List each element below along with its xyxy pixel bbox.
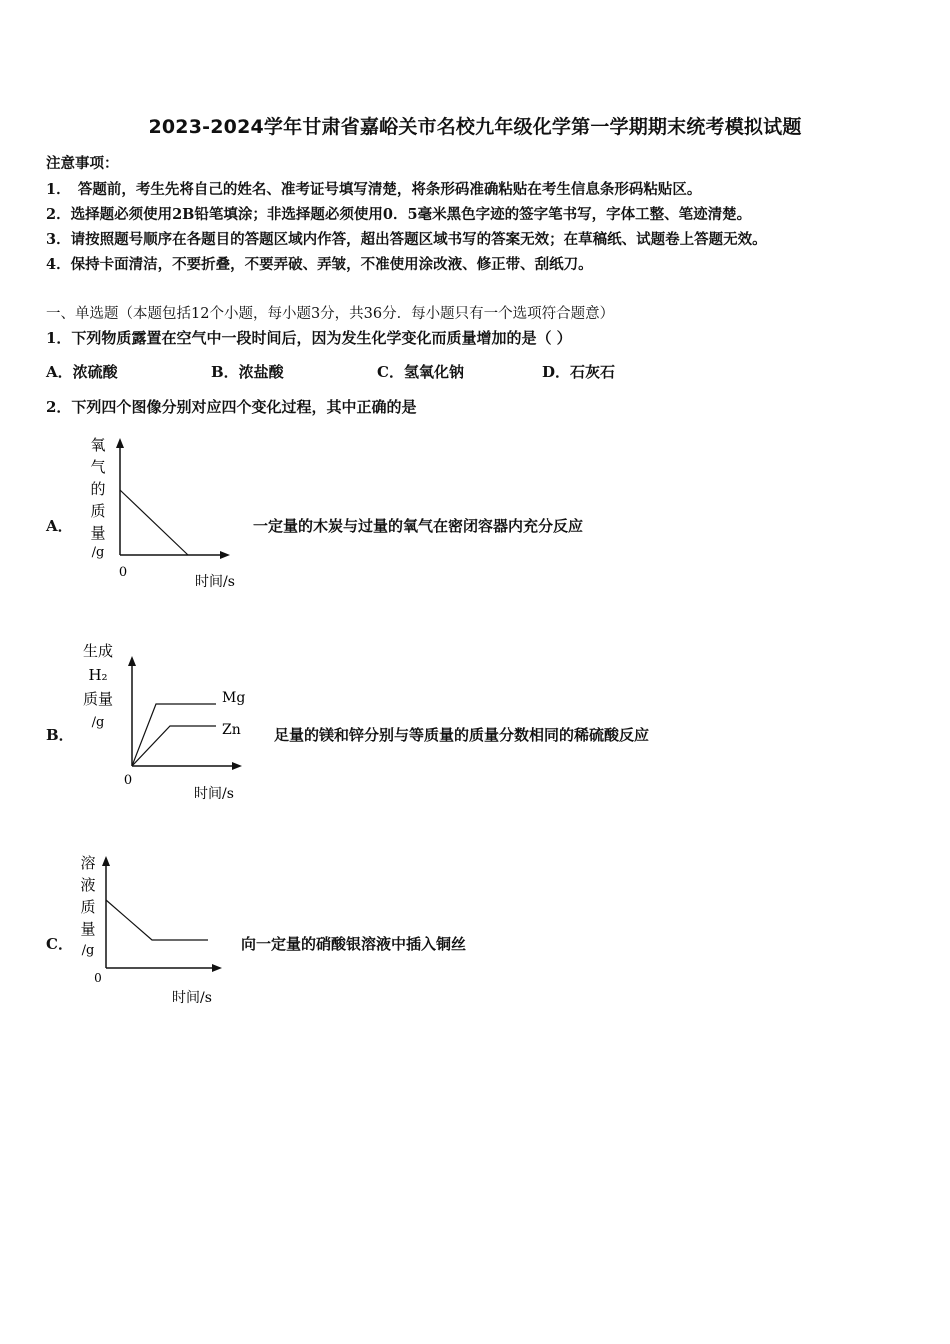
a-xlabel: 时间/s (195, 574, 235, 590)
b-ylabel-1: 生成 (82, 642, 114, 660)
q2-option-b-graph (76, 636, 276, 808)
q2-option-a-label: A． (46, 517, 73, 535)
a-ylabel-3: 的 (90, 480, 106, 498)
q1-option-a: A．浓硫酸 (46, 363, 118, 381)
c-ylabel-2: 液 (80, 876, 96, 894)
b-series-zn: Zn (222, 722, 241, 738)
q2-option-a-graph (80, 430, 260, 600)
b-origin: 0 (123, 773, 133, 788)
q1-stem: 1．下列物质露置在空气中一段时间后，因为发生化学变化而质量增加的是（ ） (46, 329, 572, 347)
b-xlabel: 时间/s (194, 786, 234, 802)
page-title: 2023-2024学年甘肃省嘉峪关市名校九年级化学第一学期期末统考模拟试题 (148, 116, 802, 138)
q2-stem: 2．下列四个图像分别对应四个变化过程，其中正确的是 (46, 398, 417, 416)
q2-option-a-desc: 一定量的木炭与过量的氧气在密闭容器内充分反应 (253, 517, 584, 535)
notice-item-3: 3．请按照题号顺序在各题目的答题区域内作答，超出答题区域书写的答案无效；在草稿纸、试题卷上答题无效。 (46, 231, 767, 248)
c-x-arrow (212, 964, 222, 972)
b-y-arrow (128, 656, 136, 666)
a-ylabel-1: 氧 (90, 436, 106, 454)
notice-item-1: 1． 答题前，考生先将自己的姓名、准考证号填写清楚，将条形码准确粘贴在考生信息条形码粘贴区。 (46, 181, 702, 198)
q1-option-b: B．浓盐酸 (211, 363, 284, 381)
a-ylabel-2: 气 (90, 458, 106, 476)
c-ylabel-4: 量 (80, 920, 96, 938)
b-ylabel-2: H₂ (88, 666, 108, 684)
b-curve-mg (132, 704, 216, 766)
c-ylabel-1: 溶 (80, 854, 96, 872)
q2-option-c-label: C． (46, 935, 73, 953)
q2-option-b-label: B． (46, 726, 74, 744)
c-ylabel-5: /g (81, 943, 95, 958)
q2-option-c-desc: 向一定量的硝酸银溶液中插入铜丝 (241, 935, 467, 953)
c-origin: 0 (94, 971, 102, 985)
b-x-arrow (232, 762, 242, 770)
q2-option-c-graph (74, 848, 244, 1010)
a-x-arrow (220, 551, 230, 559)
notice-item-4: 4．保持卡面清洁，不要折叠，不要弄破、弄皱，不准使用涂改液、修正带、刮纸刀。 (46, 256, 593, 273)
b-ylabel-4: /g (91, 715, 105, 730)
c-ylabel-3: 质 (80, 898, 96, 916)
a-origin: 0 (118, 565, 128, 580)
a-curve (120, 490, 188, 555)
q2-option-b-desc: 足量的镁和锌分别与等质量的质量分数相同的稀硫酸反应 (274, 726, 650, 744)
b-ylabel-3: 质量 (82, 690, 114, 708)
b-series-mg: Mg (222, 690, 246, 706)
a-y-arrow (116, 438, 124, 448)
notice-item-2: 2．选择题必须使用2B铅笔填涂；非选择题必须使用0．5毫米黑色字迹的签字笔书写，字体工整、笔迹清楚。 (46, 206, 752, 223)
c-xlabel: 时间/s (172, 990, 212, 1006)
q1-option-c: C．氢氧化钠 (377, 363, 464, 381)
notice-heading: 注意事项： (46, 155, 119, 172)
q1-option-d: D．石灰石 (542, 363, 616, 381)
a-ylabel-6: /g (91, 545, 105, 560)
a-ylabel-4: 质 (90, 502, 106, 520)
c-curve (106, 900, 208, 940)
c-y-arrow (102, 856, 110, 866)
section-heading: 一、单选题（本题包括12个小题，每小题3分，共36分．每小题只有一个选项符合题意） (46, 306, 615, 322)
a-ylabel-5: 量 (90, 524, 106, 542)
